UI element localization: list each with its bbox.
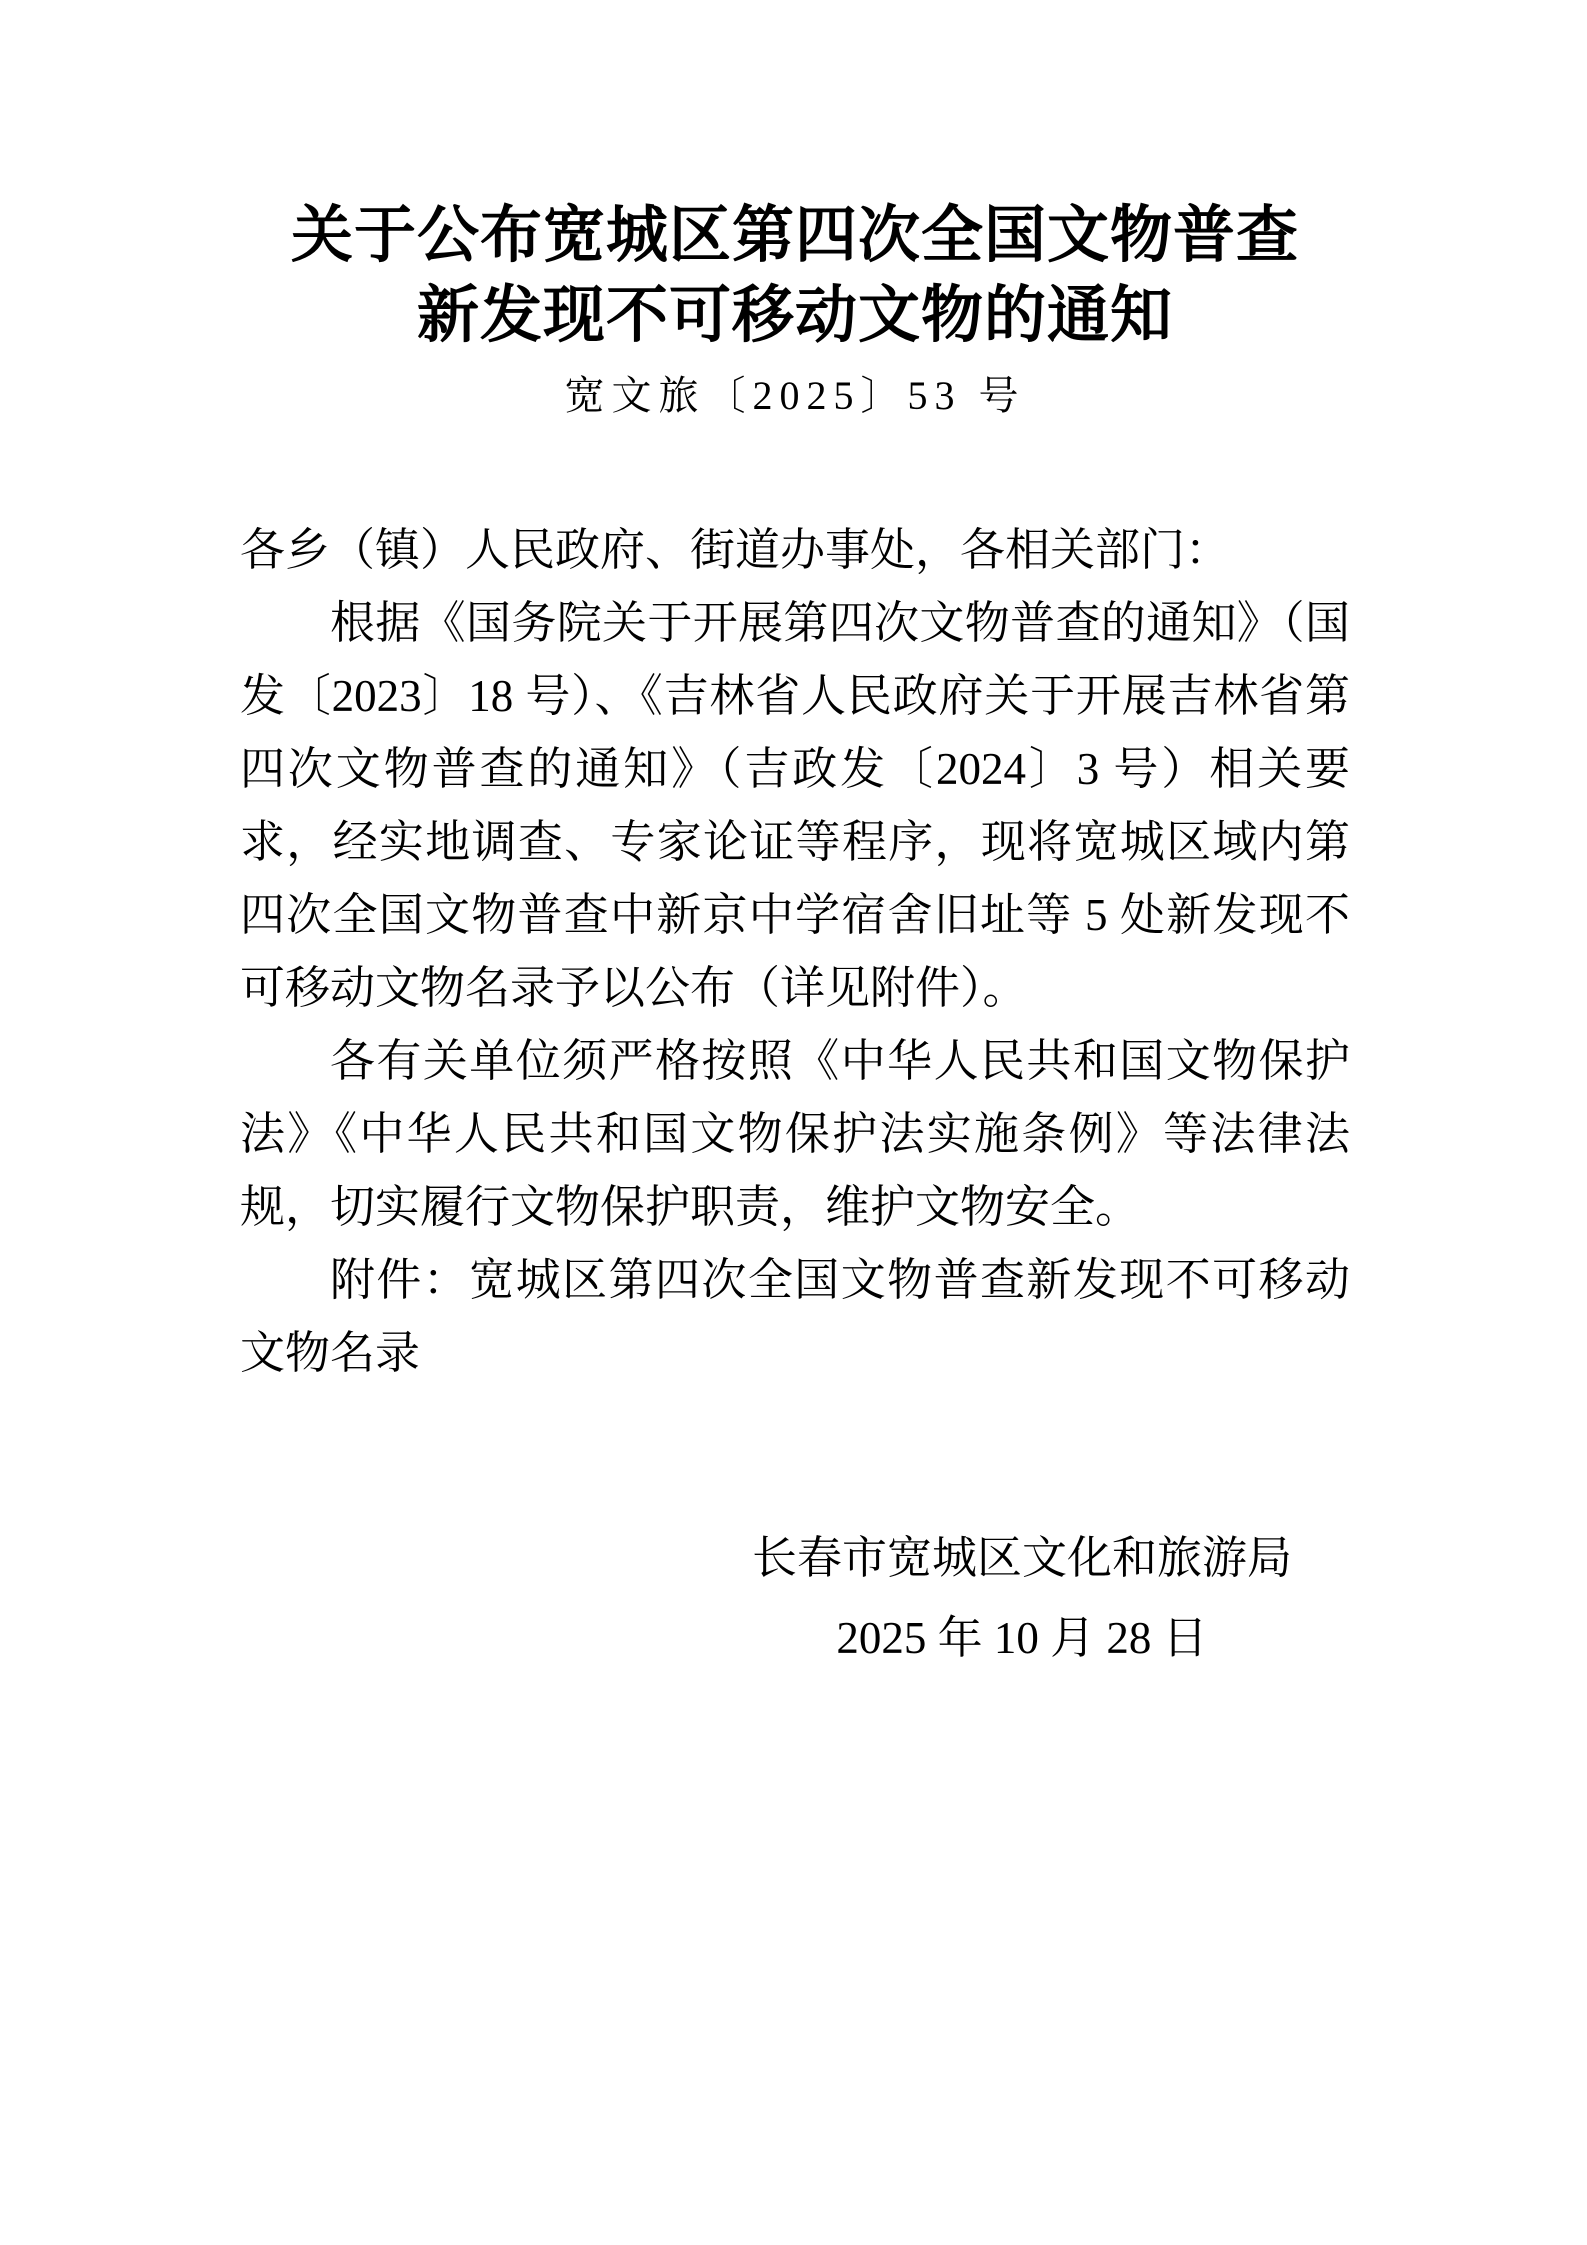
signature-inner [752,1518,1292,1678]
body-paragraph: 各有关单位须严格按照《中华人民共和国文物保护法》《中华人民共和国文物保护法实施条例》等法律法规，切实履行文物保护职责，维护文物安全。 [240,1036,1350,1232]
issue-date: 2025 年 10 月 28 日 [836,1613,1208,1663]
document-title [240,196,1350,356]
signature-block [240,1518,1350,1678]
body-paragraph: 根据《国务院关于开展第四次文物普查的通知》（国发〔2023〕18 号）、《吉林省人民政府关于开展吉林省第四次文物普查的通知》（吉政发〔2024〕3 号）相关要求，经实地调查、专家论证等程序，现将宽城区域内第四次全国文物普查中新京中学宿舍旧址等 5 处新发现不可移动文物名录予以公布（详见附件）。 [240,598,1350,1013]
document-number: 宽文旅〔2025〕53 号 [564,373,1026,418]
salutation-line: 各乡（镇）人民政府、街道办事处，各相关部门： [240,525,1231,575]
issuing-organization: 长春市宽城区文化和旅游局 [751,1533,1292,1583]
title-line-1: 关于公布宽城区第四次全国文物普查 [290,202,1299,270]
document-body [240,514,1350,1390]
title-line-2: 新发现不可移动文物的通知 [416,282,1173,350]
attachment-paragraph: 附件：宽城区第四次全国文物普查新发现不可移动文物名录 [240,1255,1350,1378]
document-content [240,0,1350,1678]
